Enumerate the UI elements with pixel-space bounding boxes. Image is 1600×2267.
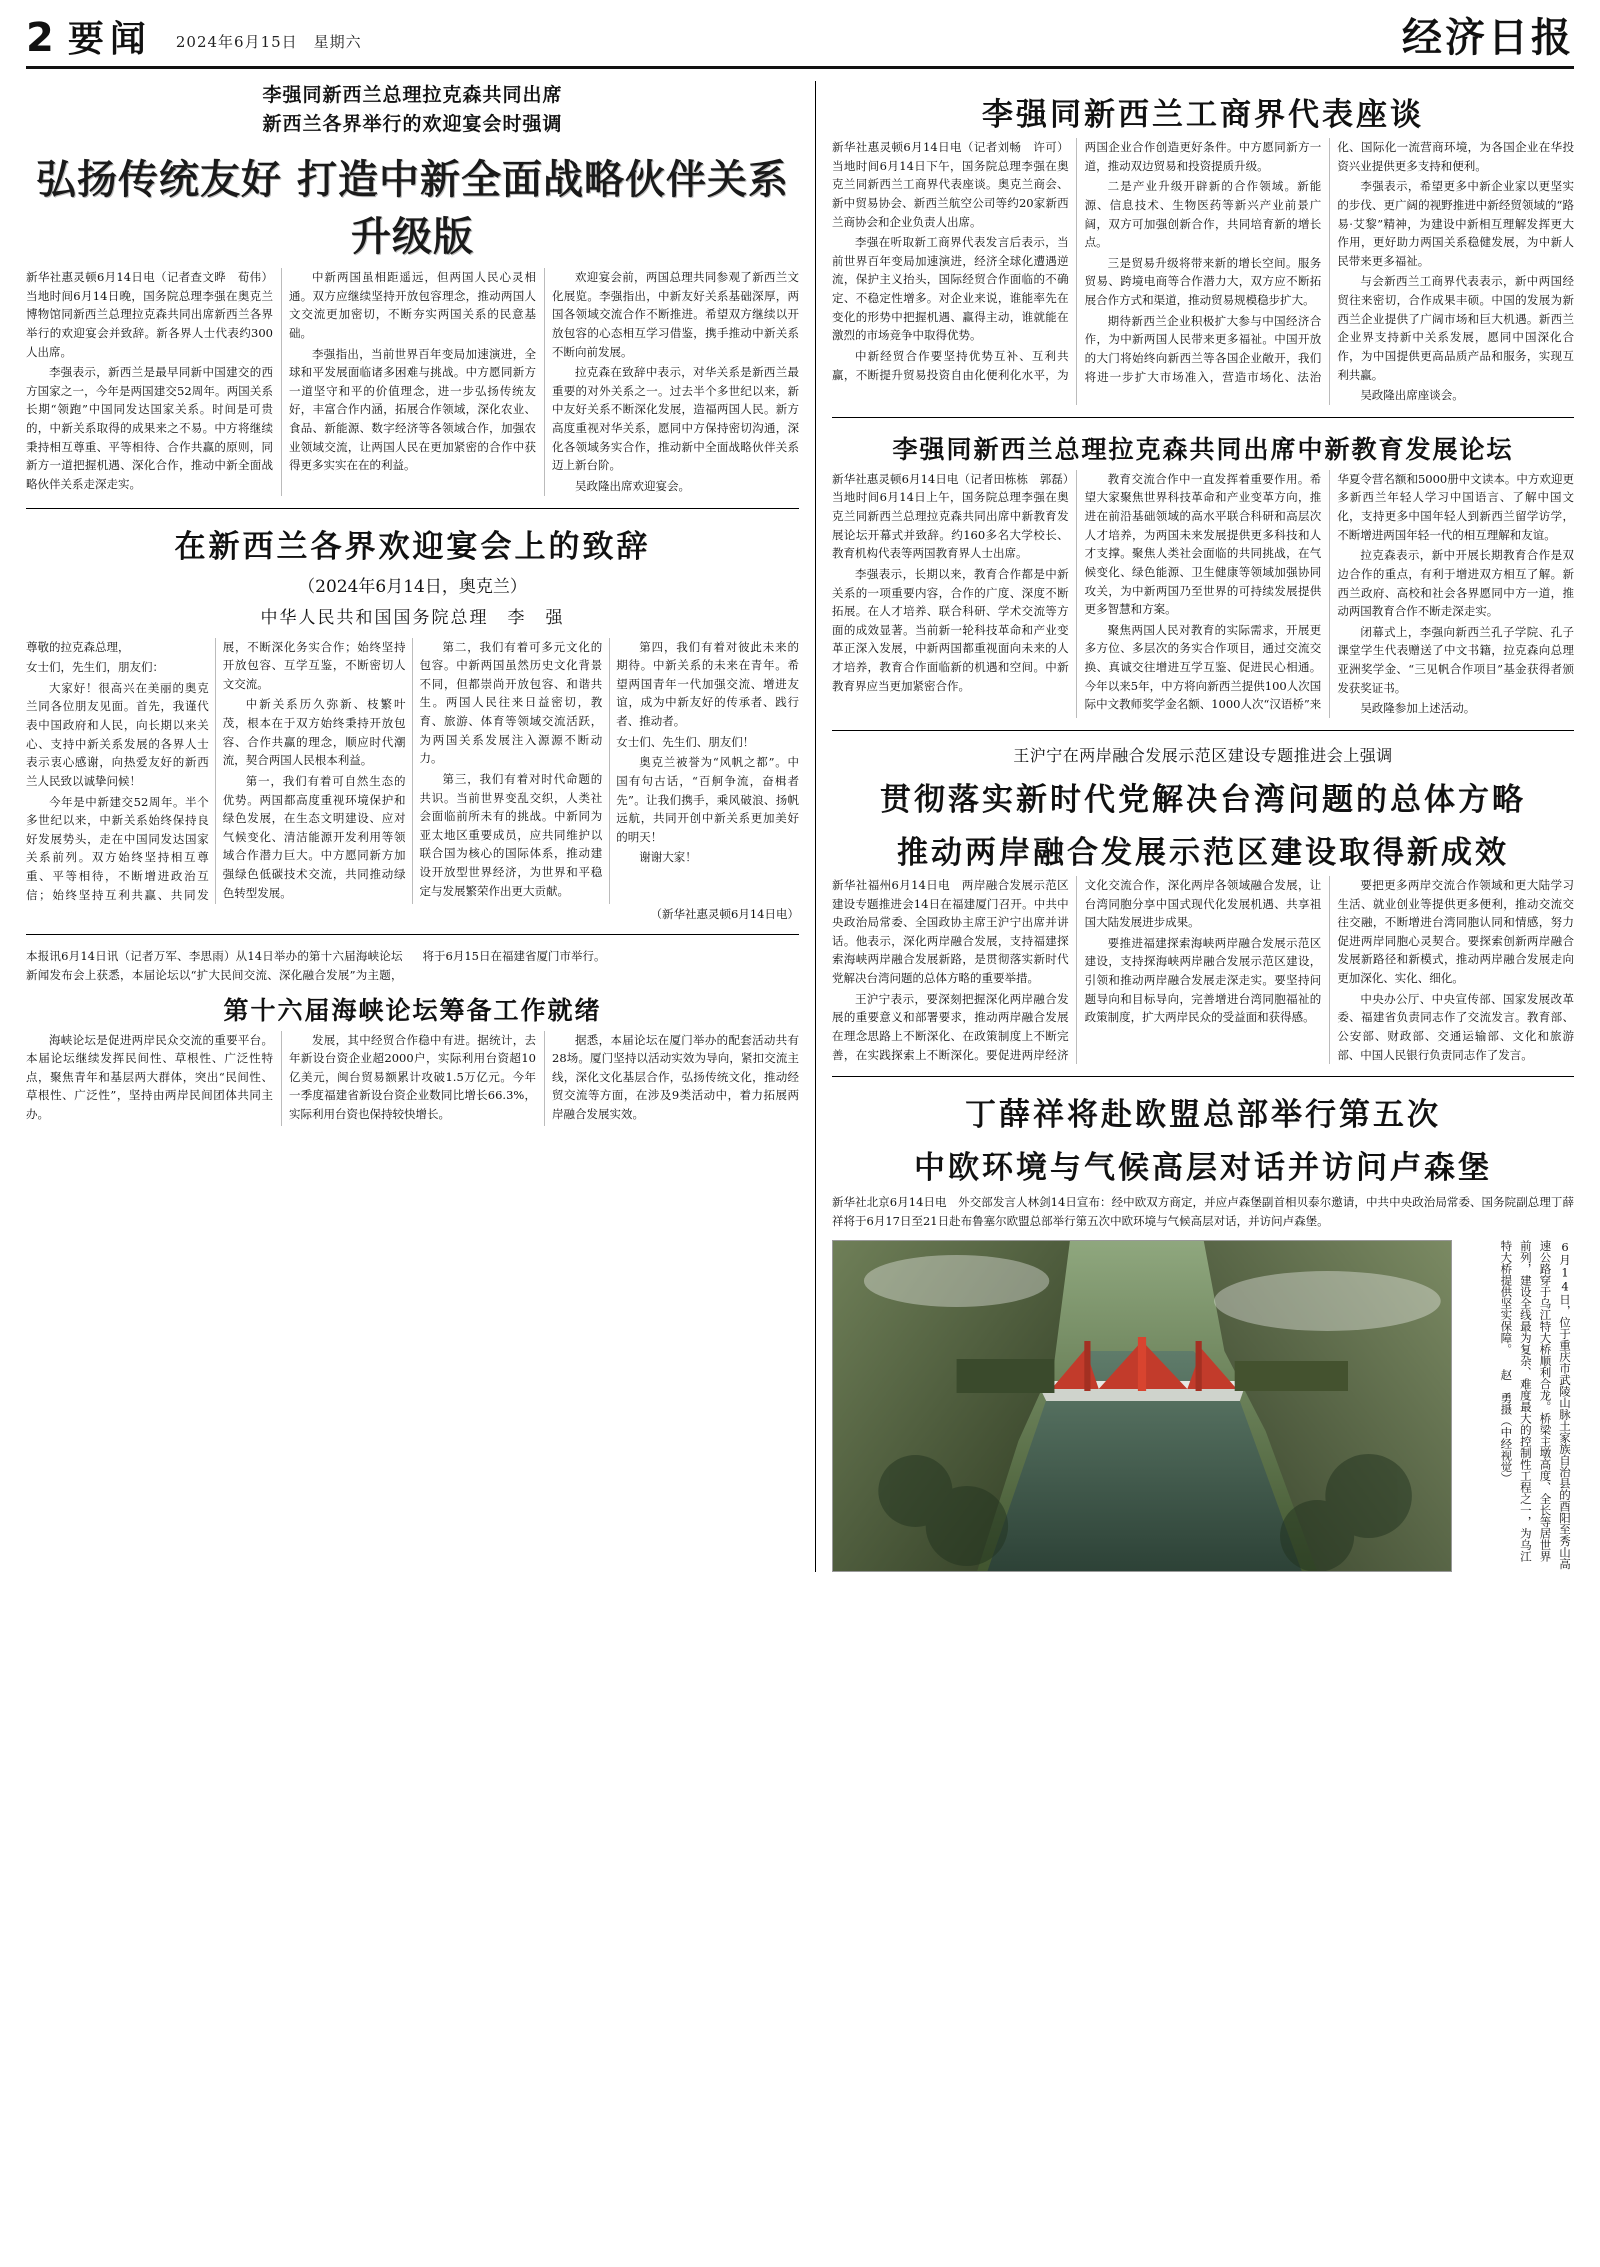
article-shoulder-line-2: 新西兰各界举行的欢迎宴会时强调	[262, 112, 563, 135]
article-shoulder-line-1: 李强同新西兰总理拉克森共同出席	[262, 84, 563, 106]
photo-credit: 赵 勇摄（中经视觉）	[1499, 1369, 1514, 1485]
integration-zone-headline-2: 推动两岸融合发展示范区建设取得新成效	[897, 834, 1509, 871]
speech-source: （新华社惠灵顿6月14日电）	[650, 907, 799, 922]
business-meeting-body	[832, 138, 1574, 405]
paragraph: 吴政隆出席座谈会。	[1360, 388, 1464, 403]
bridge-photo	[832, 1240, 1452, 1572]
paragraph: 李强表示，长期以来，教育合作都是中新关系的一项重要内容，合作的广度、深度不断拓展。在人才培养、联合科研、学术交流等方面的成效显著。当前新一轮科技革命和产业变革正深入发展，中新两国都重视面向未来的人才培养，教育合作面临新的机遇和空间。中新教育界应当更加紧密合作。	[832, 566, 1069, 693]
paragraph: 谢谢大家！	[639, 850, 697, 865]
speech-byline: 中华人民共和国国务院总理 李 强	[260, 607, 565, 628]
article-strait-forum	[26, 947, 799, 1125]
paragraph: 教育交流合作中一直发挥着重要作用。希望大家聚焦世界科技革命和产业变革方向，推进在前沿基础领域的高水平联合科研和高层次人才培养，为两国未来发展提供更多科技和人才支撑。聚焦人类社会面临的共同挑战，在气候变化、绿色能源、卫生健康等领域加强协同攻关，为中新两国乃至世界的可持续发展提供更多智慧和方案。	[1084, 471, 1322, 617]
speech-headline: 在新西兰各界欢迎宴会上的致辞	[174, 528, 651, 565]
integration-zone-kicker: 王沪宁在两岸融合发展示范区建设专题推进会上强调	[1013, 745, 1393, 765]
article-dateline: 新华社北京6月14日电 外交部发言人林剑14日宣布：经中欧双方商定，并应卢森堡副首相贝泰尔邀请，中共中央政治局常委、国务院副总理丁薛祥将于6月17日至21日赴布鲁塞尔欧盟总部举行第五次中欧环境与气候高层对话，并访问卢森堡。	[832, 1195, 1574, 1228]
paragraph: 欢迎宴会前，两国总理共同参观了新西兰文化展览。李强指出，中新友好关系基础深厚，两国各领域交流合作不断推进。希望双方继续以开放包容的心态相互学习借鉴，携手推动中新关系不断向前发展。	[552, 270, 799, 359]
paragraph: 第三，我们有着对时代命题的共识。当前世界变乱交织，人类社会面临前所未有的挑战。中新同为亚太地区重要成员，应共同维护以联合国为核心的国际体系，推动建设开放型世界经济，为世界和平稳定与发展繁荣作出更大贡献。	[419, 771, 603, 898]
paragraph: 李强表示，希望更多中新企业家以更坚实的步伐、更广阔的视野推进中新经贸领域的“路易·艾黎”精神，为建设中新相互理解发挥更大作用，更好助力两国关系稳健发展，为中新人民带来更多福祉。	[1337, 179, 1574, 268]
paragraph: 李强在听取新工商界代表发言后表示，当前世界百年变局加速演进，经济全球化遭遇逆流，保护主义抬头，国际经贸合作面临的不确定、不稳定性增多。对企业来说，谁能率先在变化的形势中把握机遇、赢得主动，谁就能在激烈的市场竞争中取得优势。	[832, 235, 1069, 343]
paragraph: 尊敬的拉克森总理，	[26, 639, 130, 654]
page-body	[26, 81, 1574, 1572]
paragraph: 二是产业升级开辟新的合作领域。新能源、信息技术、生物医药等新兴产业前景广阔，双方可加强创新合作，共同培育新的增长点。	[1084, 179, 1322, 250]
article-dateline: 新华社惠灵顿6月14日电（记者田栋栋 郭磊）当地时间6月14日上午，国务院总理李强在奥克兰同新西兰总理拉克森共同出席中新教育发展论坛开幕式并致辞。约160多名大学校长、教育机构代表等两国教育界人士出席。	[832, 471, 1069, 561]
paragraph: 第二，我们有着可多元文化的包容。中新两国虽然历史文化背景不同，但都崇尚开放包容、和谐共生。两国人民往来日益密切，教育、旅游、体育等领域交流活跃，为两国关系发展注入源源不断动力。	[419, 639, 603, 766]
masthead	[26, 14, 1574, 69]
paragraph: 拉克森在致辞中表示，对华关系是新西兰最重要的对外关系之一。过去半个多世纪以来，新中友好关系不断深化发展，造福两国人民。新方高度重视对华关系，愿同中方保持密切沟通，深化各领域务实合作，推动新中全面战略伙伴关系迈上新台阶。	[552, 365, 799, 473]
article-business-meeting	[832, 89, 1574, 405]
paragraph: 第一，我们有着可自然生态的优势。两国都高度重视环境保护和绿色发展，在生态文明建设、应对气候变化、清洁能源开发利用等领域合作潜力巨大。中方愿同新方加强绿色低碳技术交流，共同推动绿色转型发展。	[222, 773, 406, 900]
page-number: 2	[26, 15, 54, 61]
divider	[832, 417, 1574, 418]
left-column	[26, 81, 816, 1572]
section-name: 要闻	[67, 18, 152, 60]
divider	[26, 508, 799, 509]
paragraph: 今年是中新建交52周年。半个多世纪以来，中新关系始终保持良好发展势头，走在中国同发达国家关系前列。双方始终坚持相互尊重、平等相待，不断增进政治互信；始终坚持互利共赢、共同发展，不断深化务实合作；始终坚持开放包容、互学互鉴，不断密切人文交流。	[26, 639, 406, 902]
paragraph: 李强指出，当前世界百年变局加速演进，全球和平发展面临诸多困难与挑战。中方愿同新方一道坚守和平的价值理念，进一步弘扬传统友好，丰富合作内涵，拓展合作领域，深化农业、食品、新能源、数字经济等各领域合作，加强农业领域交流，让两国人民在更加紧密的合作中获得更多实实在在的利益。	[289, 346, 536, 473]
article-body	[26, 268, 799, 496]
paragraph: 期待新西兰企业积极扩大参与中国经济合作，为中新两国人民带来更多福祉。中国开放的大门将始终向新西兰等各国企业敞开，我们将进一步扩大市场准入，营造市场化、法治化、国际化一流营商环境，为各国企业在华投资兴业提供更多支持和便利。	[1084, 140, 1574, 384]
article-dateline: 新华社惠灵顿6月14日电（记者刘畅 许可）当地时间6月14日下午，国务院总理李强在奥克兰同新西兰工商界代表座谈。奥克兰商会、新中贸易协会、新西兰航空公司等约20家新西兰商协会和企业负责人出席。	[832, 140, 1069, 229]
paragraph: 闭幕式上，李强向新西兰孔子学院、孔子课堂学生代表赠送了中文书籍，拉克森向总理亚洲奖学金、“三见帆合作项目”基金获得者颁发获奖证书。	[1337, 624, 1574, 695]
speech-subline: （2024年6月14日，奥克兰）	[298, 576, 527, 597]
integration-zone-headline-1: 贯彻落实新时代党解决台湾问题的总体方略	[880, 781, 1526, 818]
paragraph: 要把更多两岸交流合作领域和更大陆学习生活、就业创业等提供更多便利，推动交流交往交融，不断增进台湾同胞认同和情感，努力促进两岸同胞心灵契合。要探索创新两岸融合发展新路径和新模式，推动两岸融合发展走向更加深化、实化、细化。	[1337, 877, 1574, 985]
business-meeting-headline: 李强同新西兰工商界代表座谈	[982, 97, 1424, 133]
paragraph: 王沪宁表示，要深刻把握深化两岸融合发展的重要意义和部署要求，推动两岸融合发展在理念思路上不断深化、在政策制度上不断完善，在实践探索上不断深化。要促进两岸经济文化交流合作，深化两岸各领域融合发展，让台湾同胞分享中国式现代化发展机遇、共享祖国大陆发展进步成果。	[832, 877, 1322, 1062]
strait-forum-body	[26, 1031, 799, 1126]
photo-caption	[1462, 1240, 1574, 1570]
paragraph: 中新两国虽相距遥远，但两国人民心灵相通。双方应继续坚持开放包容理念，推动两国人文交流更加密切，不断夯实两国关系的民意基础。	[289, 270, 536, 340]
article-headline: 弘扬传统友好 打造中新全面战略伙伴关系升级版	[36, 156, 789, 260]
article-eu-climate-dialogue	[832, 1089, 1574, 1230]
paragraph: 第四，我们有着对彼此未来的期待。中新关系的未来在青年。希望两国青年一代加强交流、增进友谊，成为中新友好的传承者、践行者、推动者。	[616, 639, 799, 728]
photo-block	[832, 1240, 1574, 1572]
paragraph: 女士们、先生们、朋友们！	[616, 734, 755, 749]
paragraph: 吴政隆参加上述活动。	[1360, 701, 1476, 716]
strait-forum-lead	[26, 947, 799, 984]
divider	[832, 730, 1574, 731]
article-speech	[26, 521, 799, 923]
education-forum-body	[832, 470, 1574, 718]
eu-dialogue-body	[832, 1193, 1574, 1230]
paragraph: 拉克森表示，新中开展长期教育合作是双边合作的重点，有利于增进双方相互了解。新西兰政府、高校和社会各界愿同中方一道，推动两国教育合作不断走深走实。	[1337, 548, 1574, 619]
article-integration-zone	[832, 743, 1574, 1064]
paragraph: 发展，其中经贸合作稳中有进。据统计，去年新设台资企业超2000户，实际利用台资超10亿美元，闽台贸易额累计攻破1.5万亿元。今年一季度福建省新设台资企业数同比增长66.3%，实际利用台资也保持较快增长。	[289, 1032, 536, 1121]
eu-dialogue-headline-2: 中欧环境与气候高层对话并访问卢森堡	[914, 1150, 1492, 1187]
masthead-left	[26, 15, 362, 61]
integration-zone-body	[832, 876, 1574, 1064]
publish-date: 2024年6月15日 星期六	[175, 33, 362, 51]
paragraph: 海峡论坛是促进两岸民众交流的重要平台。本届论坛继续发挥民间性、草根性、广泛性特点，聚焦青年和基层两大群体，突出“民间性、草根性、广泛性”，坚持由两岸民间团体共同主办。	[26, 1032, 273, 1121]
article-education-forum	[832, 430, 1574, 718]
paper-title: 经济日报	[1402, 14, 1574, 61]
article-welcome-banquet	[26, 81, 799, 496]
paragraph: 大家好！很高兴在美丽的奥克兰同各位朋友见面。首先，我谨代表中国政府和人民，向长期以来关心、支持中新关系发展的各界人士表示衷心感谢，向热爱友好的新西兰人民致以诚挚问候！	[26, 680, 209, 788]
speech-body	[26, 638, 799, 905]
paragraph: 奥克兰被誉为“风帆之都”。中国有句古话，“百舸争流，奋楫者先”。让我们携手，乘风破浪、扬帆远航，共同开创中新关系更加美好的明天！	[616, 755, 799, 844]
education-forum-headline: 李强同新西兰总理拉克森共同出席中新教育发展论坛	[892, 434, 1514, 464]
paragraph: 中新关系历久弥新、枝繁叶茂，根本在于双方始终秉持开放包容、合作共赢的理念，顺应时代潮流，契合两国人民根本利益。	[222, 697, 406, 768]
paragraph: 三是贸易升级将带来新的增长空间。服务贸易、跨境电商等合作潜力大，双方应不断拓展合作方式和渠道，推动贸易规模稳步扩大。	[1084, 255, 1322, 307]
strait-forum-kicker: 本报讯6月14日讯（记者万军、李思雨）从14日举办的第十六届海峡论坛新闻发布会上获悉，本届论坛以“扩大民间交流、深化融合发展”为主题，将于6月15日在福建省厦门市举行。	[26, 949, 606, 982]
paragraph: 中央办公厅、中央宣传部、国家发展改革委、福建省负责同志作了交流发言。教育部、公安部、财政部、交通运输部、文化和旅游部、中国人民银行负责同志作了发言。	[1337, 991, 1574, 1062]
strait-forum-headline: 第十六届海峡论坛筹备工作就绪	[223, 995, 602, 1025]
paragraph: 聚焦两国人民对教育的实际需求，开展更多方位、多层次的务实合作项目，通过交流交换、真诚交往增进互学互鉴、促进民心相通。今年以来5年，中方将向新西兰提供100人次国际中文教师奖学金名额、1000人次“汉语桥”来华夏令营名额和5000册中文读本。中方欢迎更多新西兰年轻人学习中国语言、了解中国文化，支持更多中国年轻人到新西兰留学访学，不断增进两国年轻一代的相互理解和友谊。	[1084, 471, 1574, 712]
photo-caption-text: 6月14日，位于重庆市武陵山脉土家族自治县的酉阳至秀山高速公路穿于乌江特大桥顺利合龙。桥梁主墩高度、全长等居世界前列，建设全线最为复杂、难度最大的控制性工程之一，为乌江特大桥提供坚实保障。	[1499, 1240, 1572, 1570]
divider	[26, 934, 799, 935]
article-dateline: 新华社惠灵顿6月14日电（记者查文晔 荀伟）当地时间6月14日晚，国务院总理李强在奥克兰博物馆同新西兰总理拉克森共同出席新西兰各界举行的欢迎宴会并致辞。新各界人士代表约300人出席。	[26, 270, 273, 359]
paragraph: 与会新西兰工商界代表表示，新中两国经贸往来密切，合作成果丰硕。中国的发展为新西兰企业提供了广阔市场和巨大机遇。新西兰企业界支持新中关系发展，愿同中国深化合作，为中国提供更高品质产品和服务，实现互利共赢。	[1337, 274, 1574, 382]
right-column	[816, 81, 1574, 1572]
paragraph: 女士们，先生们，朋友们：	[26, 660, 164, 675]
paragraph: 李强表示，新西兰是最早同新中国建交的西方国家之一，今年是两国建交52周年。两国关系长期“领跑”中国同发达国家关系。时间是可贵的，中新关系取得的成果来之不易。中方将继续秉持相互尊重、平等相待、合作共赢的原则，同新方一道把握机遇、深化合作，推动中新全面战略伙伴关系走深走实。	[26, 365, 273, 491]
eu-dialogue-headline-1: 丁薛祥将赴欧盟总部举行第五次	[965, 1097, 1441, 1134]
paragraph: 中新经贸合作要坚持优势互补、互利共赢，不断提升贸易投资自由化便利化水平，为两国企业合作创造更好条件。中方愿同新方一道，推动双边贸易和投资提质升级。	[832, 140, 1322, 382]
paragraph: 要推进福建探索海峡两岸融合发展示范区建设，支持探海峡两岸融合发展示范区建设，引领和推动两岸融合发展走深走实。要坚持问题导向和目标导向，完善增进台湾同胞福祉的政策制度，扩大两岸民众的受益面和获得感。	[1084, 935, 1322, 1025]
paragraph: 据悉，本届论坛在厦门举办的配套活动共有28场。厦门坚持以活动实效为导向，紧扣交流主线，深化文化基层合作，弘扬传统文化，推动经贸交流等方面，在涉及9类活动中，着力拓展两岸融合发展实效。	[552, 1032, 799, 1121]
article-dateline: 新华社福州6月14日电 两岸融合发展示范区建设专题推进会14日在福建厦门召开。中共中央政治局常委、全国政协主席王沪宁出席并讲话。他表示，深化两岸融合发展，支持福建探索海峡两岸融合发展新路，是贯彻落实新时代党解决台湾问题的总体方略的重要举措。	[832, 877, 1069, 985]
paragraph: 吴政隆出席欢迎宴会。	[575, 478, 690, 493]
photo-container	[832, 1240, 1450, 1572]
divider	[832, 1076, 1574, 1077]
